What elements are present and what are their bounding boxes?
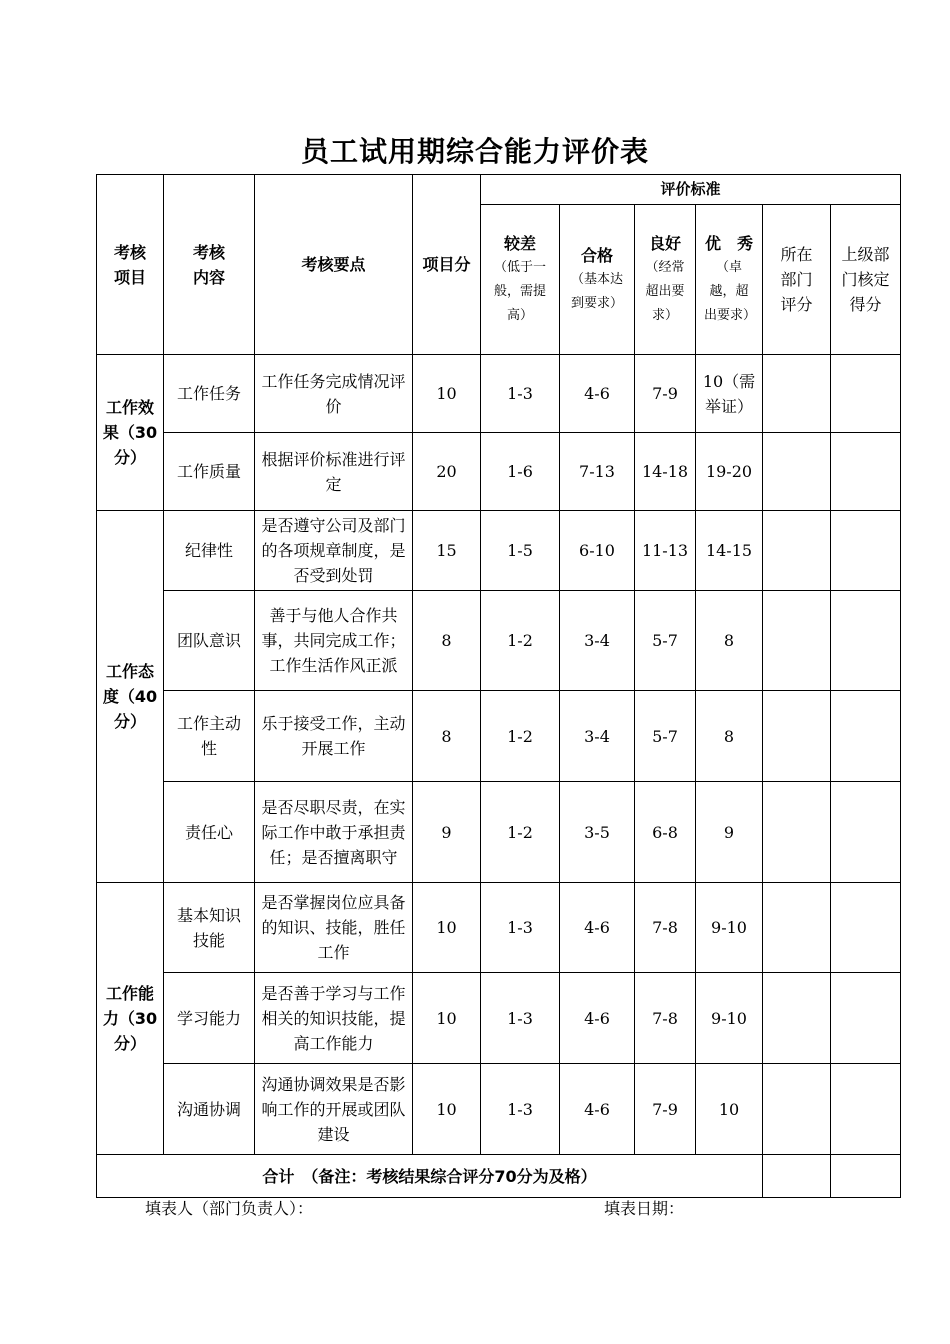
row-score: 10 bbox=[413, 973, 481, 1064]
dept-score-cell[interactable] bbox=[763, 973, 831, 1064]
header-points: 考核要点 bbox=[255, 175, 413, 355]
row-good: 6-8 bbox=[635, 782, 696, 883]
header-level-good bbox=[635, 205, 696, 355]
row-points: 乐于接受工作，主动开展工作 bbox=[255, 691, 413, 782]
row-points: 是否善于学习与工作相关的知识技能，提高工作能力 bbox=[255, 973, 413, 1064]
dept-score-cell[interactable] bbox=[763, 782, 831, 883]
filler-label: 填表人（部门负责人）： bbox=[145, 1199, 314, 1218]
row-content: 沟通协调 bbox=[164, 1064, 255, 1155]
row-good: 7-9 bbox=[635, 355, 696, 433]
level-poor-note: （低于一般，需提高） bbox=[493, 260, 546, 323]
row-poor: 1-3 bbox=[481, 883, 560, 973]
row-poor: 1-2 bbox=[481, 782, 560, 883]
row-good: 14-18 bbox=[635, 433, 696, 511]
row-pass: 4-6 bbox=[560, 355, 635, 433]
row-excellent: 8 bbox=[696, 591, 763, 691]
header-score: 项目分 bbox=[413, 175, 481, 355]
row-pass: 4-6 bbox=[560, 883, 635, 973]
row-points: 根据评价标准进行评定 bbox=[255, 433, 413, 511]
total-row-label: 合计 （备注：考核结果综合评分70分为及格） bbox=[97, 1155, 763, 1198]
header-upper-score: 上级部门核定得分 bbox=[831, 205, 901, 355]
dept-score-cell[interactable] bbox=[763, 355, 831, 433]
header-dept-score: 所在部门评分 bbox=[763, 205, 831, 355]
row-pass: 3-4 bbox=[560, 591, 635, 691]
upper-score-cell[interactable] bbox=[831, 691, 901, 782]
level-pass-name: 合格 bbox=[580, 246, 613, 265]
row-pass: 6-10 bbox=[560, 511, 635, 591]
header-content: 考核内容 bbox=[164, 175, 255, 355]
row-good: 7-9 bbox=[635, 1064, 696, 1155]
dept-score-cell[interactable] bbox=[763, 883, 831, 973]
group-work-result: 工作效果（30分） bbox=[97, 355, 164, 511]
row-content: 纪律性 bbox=[164, 511, 255, 591]
row-score: 10 bbox=[413, 1064, 481, 1155]
upper-score-cell[interactable] bbox=[831, 591, 901, 691]
date-label: 填表日期： bbox=[604, 1199, 685, 1218]
level-good-note: （经常超出要求） bbox=[645, 260, 685, 323]
upper-score-cell[interactable] bbox=[831, 433, 901, 511]
row-score: 8 bbox=[413, 691, 481, 782]
row-points: 善于与他人合作共事，共同完成工作；工作生活作风正派 bbox=[255, 591, 413, 691]
row-pass: 3-5 bbox=[560, 782, 635, 883]
header-level-pass bbox=[560, 205, 635, 355]
row-points: 是否掌握岗位应具备的知识、技能，胜任工作 bbox=[255, 883, 413, 973]
row-points: 是否尽职尽责，在实际工作中敢于承担责任；是否擅离职守 bbox=[255, 782, 413, 883]
row-excellent: 9-10 bbox=[696, 883, 763, 973]
row-poor: 1-5 bbox=[481, 511, 560, 591]
header-criteria-group: 评价标准 bbox=[481, 175, 901, 205]
row-points: 是否遵守公司及部门的各项规章制度，是否受到处罚 bbox=[255, 511, 413, 591]
row-excellent: 14-15 bbox=[696, 511, 763, 591]
row-poor: 1-2 bbox=[481, 591, 560, 691]
row-points: 工作任务完成情况评价 bbox=[255, 355, 413, 433]
level-excellent-note: （卓越，超出要求） bbox=[704, 260, 757, 323]
row-content: 团队意识 bbox=[164, 591, 255, 691]
group-work-ability: 工作能力（30分） bbox=[97, 883, 164, 1155]
row-pass: 4-6 bbox=[560, 1064, 635, 1155]
row-points: 沟通协调效果是否影响工作的开展或团队建设 bbox=[255, 1064, 413, 1155]
upper-score-cell[interactable] bbox=[831, 782, 901, 883]
upper-score-cell[interactable] bbox=[831, 973, 901, 1064]
row-excellent: 10（需举证） bbox=[696, 355, 763, 433]
row-good: 7-8 bbox=[635, 973, 696, 1064]
row-content: 工作质量 bbox=[164, 433, 255, 511]
dept-score-cell[interactable] bbox=[763, 691, 831, 782]
dept-score-cell[interactable] bbox=[763, 433, 831, 511]
row-poor: 1-2 bbox=[481, 691, 560, 782]
row-excellent: 8 bbox=[696, 691, 763, 782]
row-score: 20 bbox=[413, 433, 481, 511]
header-item: 考核项目 bbox=[97, 175, 164, 355]
dept-score-cell[interactable] bbox=[763, 511, 831, 591]
upper-score-cell[interactable] bbox=[831, 883, 901, 973]
row-good: 5-7 bbox=[635, 591, 696, 691]
row-content: 工作主动性 bbox=[164, 691, 255, 782]
level-pass-note: （基本达到要求） bbox=[570, 272, 623, 311]
upper-score-cell[interactable] bbox=[831, 1064, 901, 1155]
row-excellent: 9-10 bbox=[696, 973, 763, 1064]
row-pass: 4-6 bbox=[560, 973, 635, 1064]
header-level-poor bbox=[481, 205, 560, 355]
row-content: 责任心 bbox=[164, 782, 255, 883]
dept-total-cell[interactable] bbox=[763, 1155, 831, 1198]
row-excellent: 9 bbox=[696, 782, 763, 883]
upper-total-cell[interactable] bbox=[831, 1155, 901, 1198]
header-level-excellent bbox=[696, 205, 763, 355]
row-score: 8 bbox=[413, 591, 481, 691]
row-content: 工作任务 bbox=[164, 355, 255, 433]
row-excellent: 19-20 bbox=[696, 433, 763, 511]
row-poor: 1-3 bbox=[481, 355, 560, 433]
row-good: 7-8 bbox=[635, 883, 696, 973]
row-poor: 1-3 bbox=[481, 973, 560, 1064]
level-good-name: 良好 bbox=[648, 234, 681, 253]
dept-score-cell[interactable] bbox=[763, 591, 831, 691]
evaluation-table bbox=[96, 174, 901, 1198]
row-good: 5-7 bbox=[635, 691, 696, 782]
row-pass: 3-4 bbox=[560, 691, 635, 782]
row-good: 11-13 bbox=[635, 511, 696, 591]
dept-score-cell[interactable] bbox=[763, 1064, 831, 1155]
upper-score-cell[interactable] bbox=[831, 355, 901, 433]
row-pass: 7-13 bbox=[560, 433, 635, 511]
level-excellent-name: 优 秀 bbox=[704, 234, 753, 253]
upper-score-cell[interactable] bbox=[831, 511, 901, 591]
row-content: 学习能力 bbox=[164, 973, 255, 1064]
row-excellent: 10 bbox=[696, 1064, 763, 1155]
row-score: 9 bbox=[413, 782, 481, 883]
row-score: 15 bbox=[413, 511, 481, 591]
group-work-attitude: 工作态度（40分） bbox=[97, 511, 164, 883]
row-poor: 1-3 bbox=[481, 1064, 560, 1155]
row-score: 10 bbox=[413, 883, 481, 973]
row-poor: 1-6 bbox=[481, 433, 560, 511]
row-score: 10 bbox=[413, 355, 481, 433]
page-title: 员工试用期综合能力评价表 bbox=[300, 135, 649, 168]
row-content: 基本知识技能 bbox=[164, 883, 255, 973]
level-poor-name: 较差 bbox=[503, 234, 536, 253]
